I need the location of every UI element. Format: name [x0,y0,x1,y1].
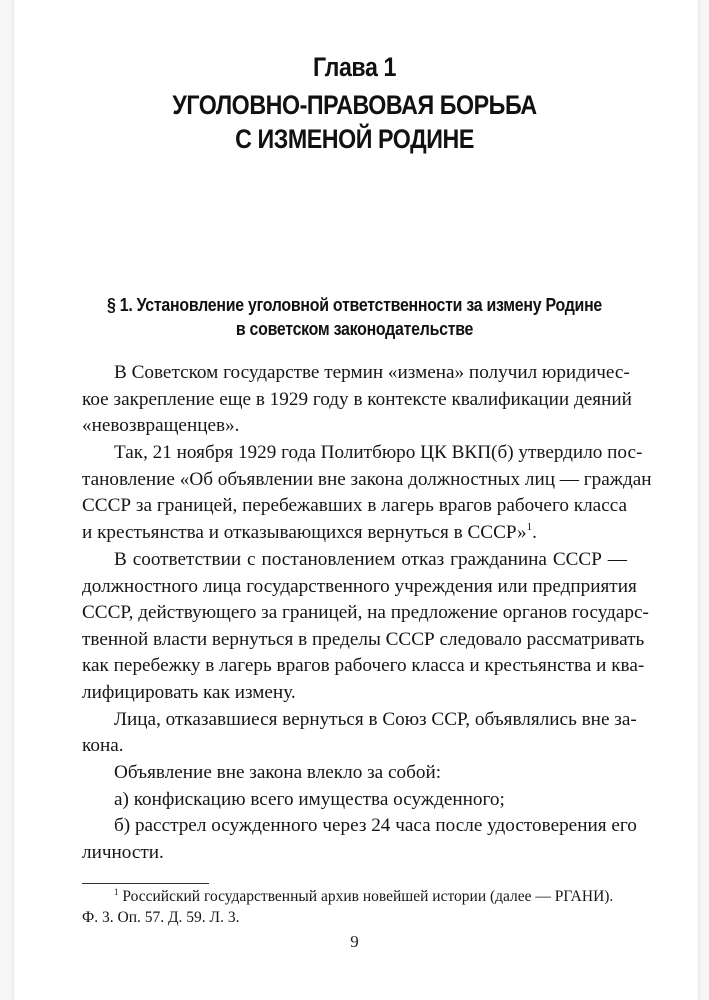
footnote-reference[interactable]: 1 [526,521,533,533]
footnote-line [82,887,659,907]
page-number: 9 [350,932,359,951]
paragraph-line: кое закрепление еще в 1929 году в контексте квалификации деяний [82,389,632,410]
footnote-marker: 1 [114,887,119,897]
paragraph-line: лифицировать как измену. [82,682,296,703]
list-item-continuation: личности. [82,842,164,863]
chapter-label: Глава 1 [313,52,396,82]
paragraph-line: тановление «Об объявлении вне закона должностных лиц — граждан [82,469,652,490]
paragraph-line: кона. [82,735,124,756]
paragraph-line: Лица, отказавшиеся вернуться в Союз ССР, объявлялись вне за- [114,709,637,730]
footnote-text: Российский государственный архив новейшей истории (далее — РГАНИ). [122,888,614,905]
paragraph-line: как перебежку в лагерь врагов рабочего класса и крестьянства и ква- [82,655,645,676]
paragraph-text: и крестьянства и отказывающихся вернуться в СССР» [82,522,527,543]
paragraph-line: В Советском государстве термин «измена» получил юридичес- [114,362,630,383]
paragraph-line-with-footnote: и крестьянства и отказывающихся вернуться в СССР»$^1$. [82,521,537,543]
paragraph-line: твенной власти вернуться в пределы СССР следовало рассматривать [82,629,645,650]
paragraph-line: Объявление вне закона влекло за собой: [114,762,442,783]
section-title-line-2: в советском законодательстве [235,318,474,339]
paragraph-line: Так, 21 ноября 1929 года Политбюро ЦК ВКП(б) утвердило пос- [114,442,643,463]
list-item: б) расстрел осужденного через 24 часа после удостоверения его [114,815,637,836]
footnote-line: Ф. 3. Оп. 57. Д. 59. Л. 3. [82,909,240,926]
section-title-line-1: § 1. Установление уголовной ответственности за измену Родине [106,294,603,315]
footnote-separator [82,883,209,884]
paragraph-line: СССР, действующего за границей, на предложение органов государс- [82,602,649,623]
paragraph-line: должностного лица государственного учреждения или предприятия [82,576,637,597]
paragraph-line: СССР за границей, перебежавших в лагерь врагов рабочего класса [82,495,627,516]
chapter-title-line-2: С ИЗМЕНОЙ РОДИНЕ [235,124,474,154]
chapter-title-line-1: УГОЛОВНО-ПРАВОВАЯ БОРЬБА [172,90,537,120]
list-item: а) конфискацию всего имущества осужденного; [114,789,505,810]
paragraph-line: В соответствии с постановлением отказ гражданина СССР — [114,549,627,570]
paragraph-line: «невозвращенцев». [82,415,240,436]
